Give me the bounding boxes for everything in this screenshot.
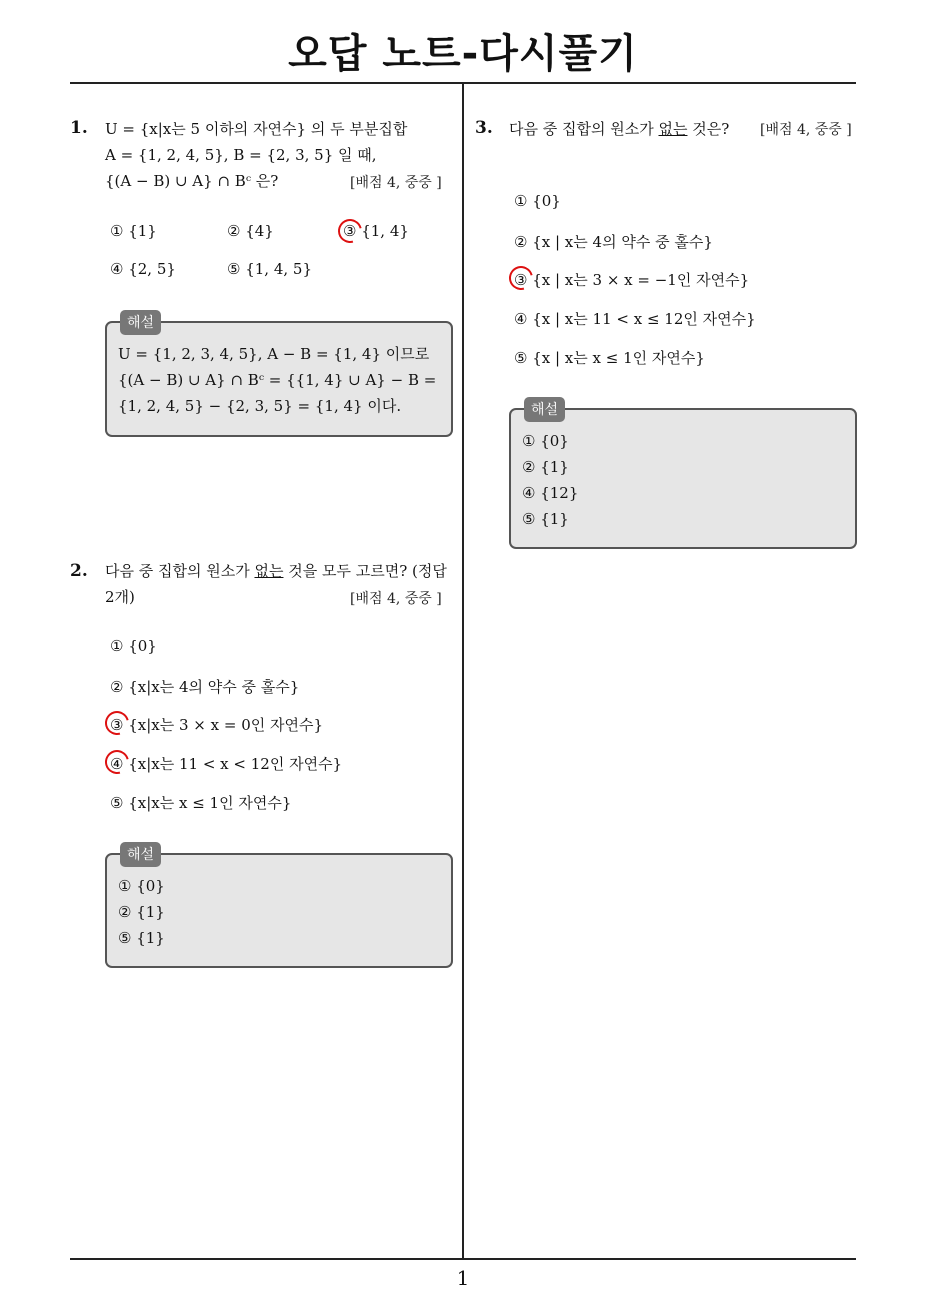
option-5[interactable]: ⑤ {x|x는 x ≤ 1인 자연수}: [110, 794, 292, 812]
explanation-text: [522, 428, 578, 532]
explanation-tag: 해설: [120, 310, 161, 335]
option-4[interactable]: ④ {2, 5}: [110, 260, 176, 278]
option-3[interactable]: ③ {x|x는 3 × x = 0인 자연수}: [110, 716, 324, 734]
option-3[interactable]: ③ {1, 4}: [343, 222, 409, 240]
option-1[interactable]: ① {0}: [514, 192, 561, 210]
score-meta: [배점 4, 중중 ]: [350, 175, 442, 191]
stem-line: 2개): [105, 588, 135, 606]
explanation-box: [105, 321, 453, 437]
stem-line: [509, 116, 729, 142]
page-title: 오답 노트-다시풀기: [288, 31, 638, 77]
option-2[interactable]: ② {x|x는 4의 약수 중 홀수}: [110, 678, 300, 696]
option-5[interactable]: ⑤ {1, 4, 5}: [227, 260, 313, 278]
explanation-line: ① {0}: [118, 877, 165, 895]
stem-line: A = {1, 2, 4, 5}, B = {2, 3, 5} 일 때,: [105, 146, 377, 164]
explanation-tag: 해설: [524, 397, 565, 422]
stem-underlined: 없는: [658, 120, 688, 138]
explanation-box: [509, 408, 857, 549]
question-number: 3.: [475, 118, 493, 138]
bottom-divider: [70, 1258, 856, 1260]
explanation-line: ① {0}: [522, 432, 569, 450]
explanation-line: ④ {12}: [522, 484, 579, 502]
question-stem: [509, 116, 729, 142]
option-1[interactable]: ① {1}: [110, 222, 157, 240]
option-3[interactable]: ③ {x | x는 3 × x = −1인 자연수}: [514, 271, 750, 289]
stem-text: 다음 중 집합의 원소가: [105, 562, 255, 580]
stem-line: {(A − B) ∪ A} ∩ Bᶜ 은?: [105, 172, 279, 190]
column-divider: [462, 83, 464, 1259]
explanation-tag: 해설: [120, 842, 161, 867]
stem-text: 다음 중 집합의 원소가: [509, 120, 659, 138]
stem-text: 것은?: [687, 120, 730, 138]
stem-line: U = {x|x는 5 이하의 자연수} 의 두 부분집합: [105, 120, 408, 138]
explanation-text: [118, 341, 443, 419]
explanation-line: ② {1}: [118, 903, 165, 921]
stem-underlined: 없는: [254, 562, 284, 580]
option-1[interactable]: ① {0}: [110, 637, 157, 655]
explanation-line: {(A − B) ∪ A} ∩ Bᶜ = {{1, 4} ∪ A} − B =: [118, 371, 437, 389]
explanation-line: ⑤ {1}: [118, 929, 165, 947]
option-2[interactable]: ② {4}: [227, 222, 274, 240]
option-5[interactable]: ⑤ {x | x는 x ≤ 1인 자연수}: [514, 349, 705, 367]
option-4[interactable]: ④ {x | x는 11 < x ≤ 12인 자연수}: [514, 310, 756, 328]
page-number: 1: [456, 1266, 470, 1290]
question-number: 2.: [70, 561, 88, 581]
explanation-line: U = {1, 2, 3, 4, 5}, A − B = {1, 4} 이므로: [118, 345, 430, 363]
explanation-line: {1, 2, 4, 5} − {2, 3, 5} = {1, 4} 이다.: [118, 397, 402, 415]
option-2[interactable]: ② {x | x는 4의 약수 중 홀수}: [514, 233, 713, 251]
score-meta: [배점 4, 중중 ]: [760, 122, 852, 138]
explanation-line: ⑤ {1}: [522, 510, 569, 528]
explanation-box: [105, 853, 453, 968]
score-meta: [배점 4, 중중 ]: [350, 591, 442, 607]
explanation-text: [118, 873, 165, 951]
question-number: 1.: [70, 118, 88, 138]
stem-line: [105, 558, 460, 584]
stem-text: 것을 모두 고르면? (정답: [283, 562, 447, 580]
explanation-line: ② {1}: [522, 458, 569, 476]
option-4[interactable]: ④ {x|x는 11 < x < 12인 자연수}: [110, 755, 343, 773]
